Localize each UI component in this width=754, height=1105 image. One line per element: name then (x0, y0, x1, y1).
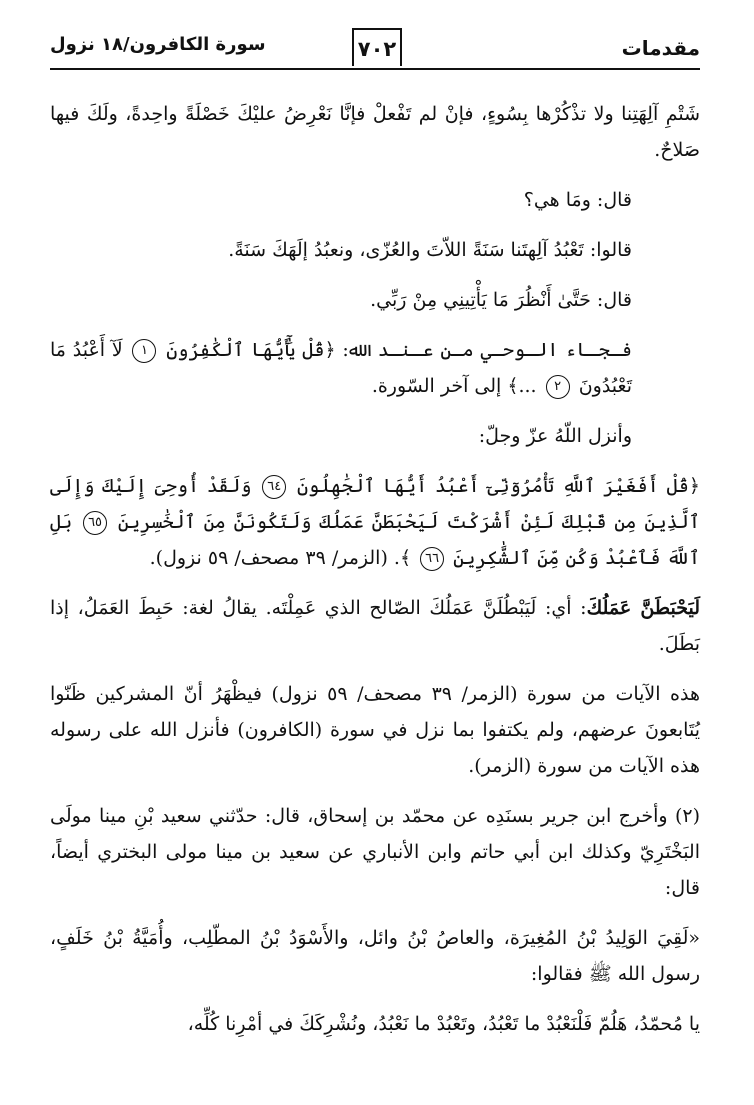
running-title: سورة الكافرون/١٨ نزول (50, 34, 266, 55)
paragraph-9: هذه الآيات من سورة (الزمر/ ٣٩ مصحف/ ٥٩ نزول) فيظْهَرُ أنّ المشركين ظَنّوا يُتَابعونَ عرضهم، ولم يكتفوا بما نزل في سورة (الكافرون) فأنزل الله على رسوله هذه الآيات من سورة (الزمر). (50, 683, 700, 777)
verse-reference: ﴾. (الزمر/ ٣٩ مصحف/ ٥٩ نزول). (149, 547, 412, 569)
verse-text: بَلِ ٱللَّهَ فَٱعْبُدْ وَكُن مِّنَ ٱلشَّٰكِرِينَ (50, 511, 700, 569)
glossary-definition: : أي: لَيَبْطُلَنَّ عَمَلُكَ الصّالح الذي عَمِلْتَه. يقالُ لغة: حَبِطَ العَمَلُ، إذا بَطَلَ. (50, 597, 700, 655)
section-title: مقدمات (621, 36, 700, 60)
glossary-term: لَيَحْبَطَنَّ عَمَلُكَ (586, 597, 700, 619)
paragraph-4: قال: حَتَّىٰ أَنْظُرَ مَا يَأْتِينِي مِنْ رَبِّي. (370, 289, 632, 311)
paragraph-8 (50, 590, 700, 662)
paragraph-5 (50, 332, 700, 404)
verse-tail: ...﴾ إلى آخر السّورة. (371, 375, 537, 397)
page-body (50, 96, 700, 1056)
verse-text: ﴿قُلْ أَفَغَيْرَ ٱللَّهِ تَأْمُرُوٓنِّىٓ أَعْبُدُ أَيُّهَا ٱلْجَٰهِلُونَ (297, 475, 700, 497)
ayah-marker-icon: ٦٦ (420, 547, 444, 571)
paragraph-12: يا مُحمّدُ، هَلُمّ فَلْنَعْبُدْ ما تَعْبُدُ، وتَعْبُدْ ما نَعْبُدُ، ونُشْرِكَكَ في أمْرِنا كُلِّه، (187, 1013, 700, 1035)
verse-text: فـجـاء الـوحـي مـن عـنـد الله: ﴿قُلْ يَٰٓأَيُّهَا ٱلْكَٰفِرُونَ (166, 339, 632, 361)
ayah-marker-icon: ١ (132, 339, 156, 363)
paragraph-6: وأنزل اللّهُ عزّ وجلّ: (478, 425, 632, 447)
ayah-marker-icon: ٦٥ (83, 511, 107, 535)
ayah-marker-icon: ٦٤ (262, 475, 286, 499)
ayah-marker-icon: ٢ (546, 375, 570, 399)
paragraph-11: «لَقِيَ الوَلِيدُ بْنُ المُغِيرَة، والعاصُ بْنُ وائل، والأَسْوَدُ بْنُ المطّلِب، وأُمَيَّةُ بْنُ خَلَفٍ، رسول الله ﷺ فقالوا: (50, 927, 700, 985)
paragraph-7 (50, 468, 700, 576)
paragraph-10: (٢) وأخرج ابن جرير بسنَدِه عن محمّد بن إسحاق، قال: حدّثني سعيد بْنِ مينا مولَى البَخْتَرِيّ وكذلك ابن أبي حاتم وابن الأنباري عن سعيد بن مينا مولى البختري أيضاً، قال: (50, 805, 700, 899)
paragraph-1: شَتْمِ آلِهَتِنا ولا تذْكُرْها بِسُوءٍ، فإنْ لم تَفْعلْ فإنَّا نَعْرِضُ عليْكَ خَصْلَةً واحِدةً، ولَكَ فيها صَلاحٌ. (50, 103, 700, 161)
page-number: ٧٠٢ (352, 28, 402, 66)
verse-text: وَلَقَدْ أُوحِىَ إِلَيْكَ وَإِلَى ٱلَّذِينَ مِن قَبْلِكَ لَئِنْ أَشْرَكْتَ لَيَحْبَطَنَّ عَمَلُكَ وَلَتَكُونَنَّ مِنَ ٱلْخَٰسِرِينَ (50, 475, 701, 533)
paragraph-2: قال: ومَا هي؟ (523, 189, 632, 211)
paragraph-3: قالوا: تَعْبُدُ آلِهتَنا سَنَةً اللاّتَ والعُزّى، ونعبُدُ إلَهَكَ سَنَةً. (228, 239, 632, 261)
page-header (50, 26, 700, 70)
verse-text: لَآ أَعْبُدُ مَا تَعْبُدُونَ (50, 339, 632, 397)
